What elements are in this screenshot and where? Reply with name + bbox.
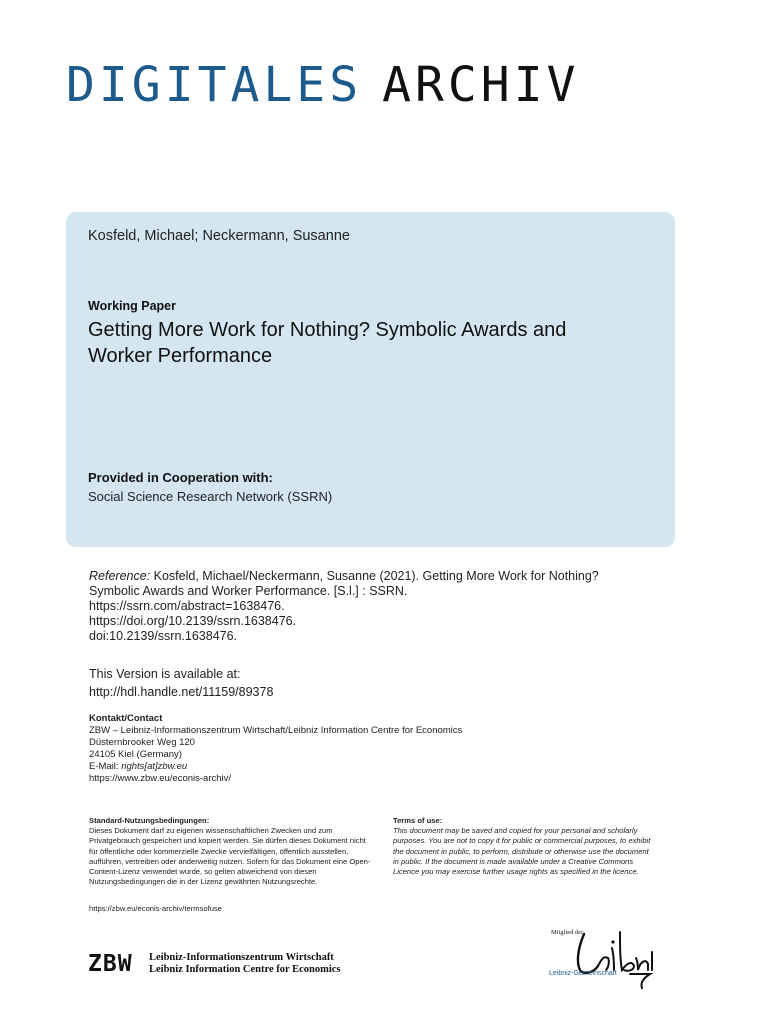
reference-block (89, 569, 649, 644)
terms-of-use-link[interactable]: https://zbw.eu/econis-archiv/termsofuse (89, 904, 222, 913)
logo-part-archiv: ARCHIV (382, 57, 580, 113)
availability-block (89, 665, 273, 701)
leibniz-signature-logo (570, 928, 660, 990)
zbw-logo: ZBW (88, 951, 133, 977)
contact-email-label: E-Mail: (89, 761, 119, 772)
digitales-archiv-logo (66, 57, 580, 113)
contact-block (89, 713, 462, 785)
cooperation-label: Provided in Cooperation with: (88, 470, 273, 485)
document-title: Getting More Work for Nothing? Symbolic Awards and Worker Performance (88, 319, 567, 367)
contact-org: ZBW – Leibniz-Informationszentrum Wirtschaft/Leibniz Information Centre for Economics (89, 725, 463, 736)
terms-english (393, 816, 653, 877)
handle-link[interactable]: http://hdl.handle.net/11159/89378 (89, 685, 274, 699)
reference-label: Reference: (89, 569, 151, 583)
contact-street: Düsternbrooker Weg 120 (89, 737, 195, 748)
member-label: Mitglied der (551, 929, 584, 936)
reference-citation (89, 569, 649, 599)
document-info-card (66, 212, 675, 547)
terms-german (89, 816, 374, 887)
zbw-name (149, 952, 341, 975)
contact-email[interactable]: rights[at]zbw.eu (121, 761, 188, 772)
terms-english-heading: Terms of use: (393, 816, 443, 825)
terms-german-body: Dieses Dokument darf zu eigenen wissenschaftlichen Zwecken und zum Privatgebrauch gespeichert und kopiert werden. Sie dürfen dieses Dokument nicht für öffentliche oder kommerzielle Zwecke vervielfältigen, öffentlich ausstellen, aufführen, vertreiben oder anderweitig nutzen. Sofern für das Dokument eine Open-Content-Lizenz verwendet wurde, so gelten abweichend von diesen Nutzungsbedingungen die in der Lizenz gewährten Nutzungsrechte. (89, 826, 371, 887)
terms-english-body: This document may be saved and copied for your personal and scholarly purposes. You are not to copy it for public or commercial purposes, to exhibit the document in public, to perform, distribute or otherwise use the document in public. If the document is made available under a Creative Commons Licence you may exercise further usage rights as specified in the licence. (393, 826, 651, 877)
logo-part-digitales: DIGITALES (66, 57, 363, 113)
reference-doi: doi:10.2139/ssrn.1638476. (89, 629, 238, 643)
reference-text: Kosfeld, Michael/Neckermann, Susanne (2021). Getting More Work for Nothing? Symbolic Awards and Worker Performance. [S.l.] : SSRN. (89, 569, 599, 598)
availability-label: This Version is available at: (89, 667, 241, 681)
cooperation-organization: Social Science Research Network (SSRN) (88, 489, 333, 504)
reference-ssrn-link[interactable]: https://ssrn.com/abstract=1638476. (89, 599, 285, 613)
contact-web-link[interactable]: https://www.zbw.eu/econis-archiv/ (89, 773, 232, 784)
contact-city: 24105 Kiel (Germany) (89, 749, 182, 760)
authors: Kosfeld, Michael; Neckermann, Susanne (88, 228, 350, 244)
contact-email-line (89, 761, 462, 773)
zbw-name-german: Leibniz-Informationszentrum Wirtschaft (149, 952, 334, 963)
contact-heading: Kontakt/Contact (89, 713, 163, 724)
zbw-name-english: Leibniz Information Centre for Economics (149, 963, 341, 975)
reference-doi-link[interactable]: https://doi.org/10.2139/ssrn.1638476. (89, 614, 297, 628)
document-type: Working Paper (88, 299, 176, 313)
terms-german-heading: Standard-Nutzungsbedingungen: (89, 816, 210, 825)
leibniz-caption: Leibniz-Gemeinschaft (549, 970, 617, 977)
